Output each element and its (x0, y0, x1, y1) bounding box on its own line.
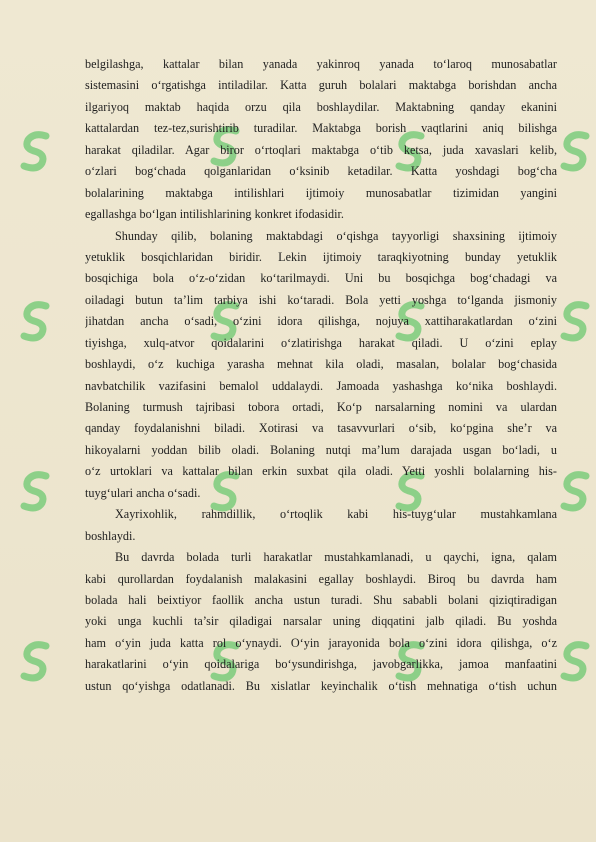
text-line: oiladagi butun ta’lim tarbiya ishi ko‘taradi. Bola yetti yoshga to‘lganda jismoniy (85, 292, 557, 307)
text-line: qanday foydalanishni biladi. Xotirasi va tasavvurlari o‘sib, ko‘pgina she’r va (85, 421, 557, 436)
text-line: harakatlarini o‘yin qoidalariga bo‘ysundirishga, javobgarlikka, jamoa manfaatini (85, 657, 557, 672)
s-logo-icon (560, 130, 592, 172)
text-line: ilgariyoq maktab haqida orzu qila boshlaydilar. Maktabning qanday ekanini (85, 99, 557, 114)
s-logo-icon (560, 470, 592, 512)
text-line: bolalarining maktabga intilishlari ijtimoiy munosabatlar tizimidan yangini (85, 185, 557, 200)
text-line: Bolaning turmush tajribasi tobora ortadi, Ko‘p narsalarning nomini va ulardan (85, 400, 557, 414)
text-line: tiyishga, xulq-atvor qoidalarini o‘zlatirishga harakat qiladi. U o‘zini eplay (85, 335, 557, 350)
text-line: yetuklik bosqichlaridan biridir. Lekin ijtimoiy taraqkiyotning bunday yetuklik (85, 249, 557, 264)
s-logo-icon (20, 130, 52, 172)
s-logo-icon (20, 470, 52, 512)
text-line: kattalardan tez-tez,surishtirib turadilar. Maktabga borish vaqtlarini aniq bilishga (85, 121, 557, 136)
text-line: hikoyalarni yoddan bilib oladi. Bolaning nutqi ma’lum darajada usgan bo‘ladi, u (85, 442, 557, 457)
text-line: sistemasini o‘rgatishga intiladilar. Katta guruh bolalari maktabga borishdan ancha (85, 78, 557, 93)
text-line: egallashga bo‘lgan intilishlarining konkret ifodasidir. (85, 207, 344, 222)
text-line: o‘zlari bog‘chada qolganlaridan o‘ksinib ketadilar. Katta yoshdagi bog‘cha (85, 164, 557, 179)
text-line: yoki unga kuchli ta’sir qiladigai narsalar uning diqqatini jalb qiladi. Bu yoshda (85, 614, 557, 629)
text-line: kabi qurollardan foydalanish malakasini egallay boshlaydi. Biroq bu davrda ham (85, 571, 557, 586)
s-logo-icon (20, 640, 52, 682)
text-line: harakat qiladilar. Agar biror o‘rtoqlari maktabga o‘tib ketsa, juda xavaslari kelib, (85, 142, 557, 157)
text-line: tuyg‘ulari ancha o‘sadi. (85, 485, 201, 500)
text-line: Shunday qilib, bolaning maktabdagi o‘qishga tayyorligi shaxsining ijtimoiy (115, 228, 557, 243)
text-line: navbatchilik vazifasini bemalol uddalaydi. Jamoada yashashga ko‘nika boshlaydi. (85, 378, 557, 393)
s-logo-icon (560, 300, 592, 342)
text-line: Xayrixohlik, rahmdillik, o‘rtoqlik kabi his-tuyg‘ular mustahkamlana (115, 507, 557, 522)
s-logo-icon (560, 640, 592, 682)
document-body (85, 54, 557, 697)
s-logo-icon (20, 300, 52, 342)
text-line: belgilashga, kattalar bilan yanada yakinroq yanada to‘laroq munosabatlar (85, 57, 557, 71)
text-line: bosqichiga bola o‘z-o‘zidan ko‘tarilmaydi. Uni bu bosqichga bog‘chadagi va (85, 271, 557, 286)
text-line: o‘z urtoklari va kattalar bilan erkin suxbat qila oladi. Yetti yoshli bolalarning his- (85, 464, 557, 479)
text-line: boshlaydi. (85, 528, 136, 543)
text-line: boshlaydi, o‘z kuchiga yarasha mehnat kila oladi, masalan, bolalar bog‘chasida (85, 357, 557, 372)
text-line: ustun qo‘yishga odatlanadi. Bu xislatlar keyinchalik o‘tish mehnatiga o‘tish uchun (85, 678, 557, 693)
text-line: Bu davrda bolada turli harakatlar mustahkamlanadi, u qaychi, igna, qalam (115, 550, 557, 565)
text-line: jihatdan ancha o‘sadi, o‘zini idora qilishga, nojuya xattiharakatlardan o‘zini (85, 314, 557, 329)
text-line: bolada hali beixtiyor faollik ancha ustun turadi. Shu sababli bolani qiziqtiradigan (85, 592, 557, 607)
text-line: ham o‘yin juda katta rol o‘ynaydi. O‘yin jarayonida bola o‘zini idora qilishga, o‘z (85, 635, 557, 650)
